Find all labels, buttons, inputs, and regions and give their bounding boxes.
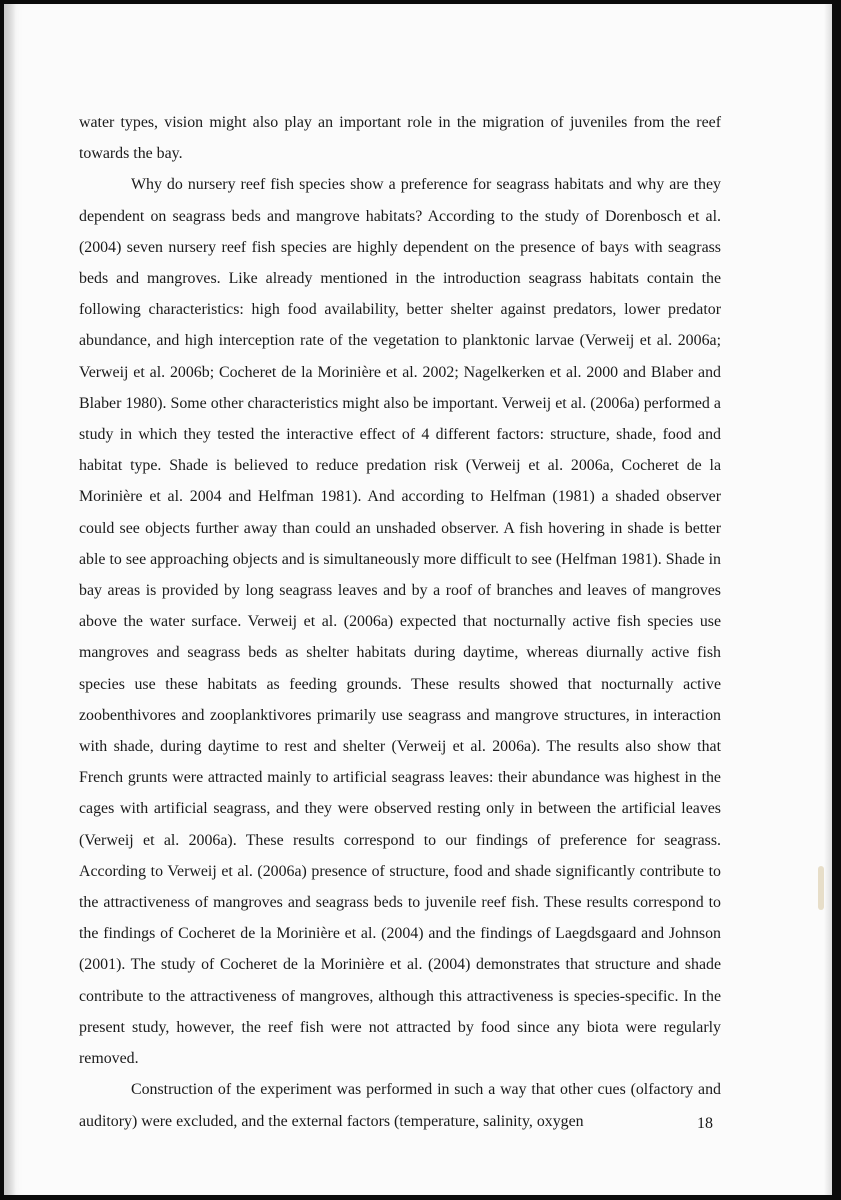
paragraph-continuation: water types, vision might also play an important role in the migration of juveniles from the reef towards the bay. xyxy=(79,114,721,163)
binding-shadow xyxy=(4,4,16,1195)
paragraph-nursery-preference: Why do nursery reef fish species show a preference for seagrass habitats and why are they dependent on seagrass beds and mangrove habitats? According to the study of Dorenbosch et al. (2004) seven nursery reef fish species are highly dependent on the presence of bays with seagrass beds and mangroves. Like already mentioned in the introduction seagrass habitats contain the following characteristics: high food availability, better shelter against predators, lower predator abundance, and high interception rate of the vegetation to planktonic larvae (Verweij et al. 2006a; Verweij et al. 2006b; Cocheret de la Morinière et al. 2002; Nagelkerken et al. 2000 and Blaber and Blaber 1980). Some other characteristics might also be important. Verweij et al. (2006a) performed a study in which they tested the interactive effect of 4 different factors: structure, shade, food and habitat type. Shade is believed to reduce predation risk (Verweij et al. 2006a, Cocheret de la Morinière et al. 2004 and Helfman 1981). And according to Helfman (1981) a shaded observer could see objects further away than could an unshaded observer. A fish hovering in shade is better able to see approaching objects and is simultaneously more difficult to see (Helfman 1981). Shade in bay areas is provided by long seagrass leaves and by a roof of branches and leaves of mangroves above the water surface. Verweij et al. (2006a) expected that nocturnally active fish species use mangroves and seagrass beds as shelter habitats during daytime, whereas diurnally active fish species use these habitats as feeding grounds. These results showed that nocturnally active zoobenthivores and zooplanktivores primarily use seagrass and mangrove structures, in interaction with shade, during daytime to rest and shelter (Verweij et al. 2006a). The results also show that French grunts were attracted mainly to artificial seagrass leaves: their abundance was highest in the cages with artificial seagrass, and they were observed resting only in between the artificial leaves (Verweij et al. 2006a). These results correspond to our findings of preference for seagrass. According to Verweij et al. (2006a) presence of structure, food and shade significantly contribute to the attractiveness of mangroves and seagrass beds to juvenile reef fish. These results correspond to the findings of Cocheret de la Morinière et al. (2004) and the findings of Laegdsgaard and Johnson (2001). The study of Cocheret de la Morinière et al. (2004) demonstrates that structure and shade contribute to the attractiveness of mangroves, although this attractiveness is species-specific. In the present study, however, the reef fish were not attracted by food since any biota were regularly removed. xyxy=(79,176,721,1068)
page-edge xyxy=(824,4,832,1195)
page-number: 18 xyxy=(697,1115,713,1132)
scanned-page xyxy=(4,4,832,1195)
paragraph-experiment-construction: Construction of the experiment was performed in such a way that other cues (olfactory and auditory) were excluded, and the external factors (temperature, salinity, oxygen xyxy=(79,1081,721,1130)
paper-stain xyxy=(818,866,824,910)
body-text xyxy=(79,107,721,1137)
